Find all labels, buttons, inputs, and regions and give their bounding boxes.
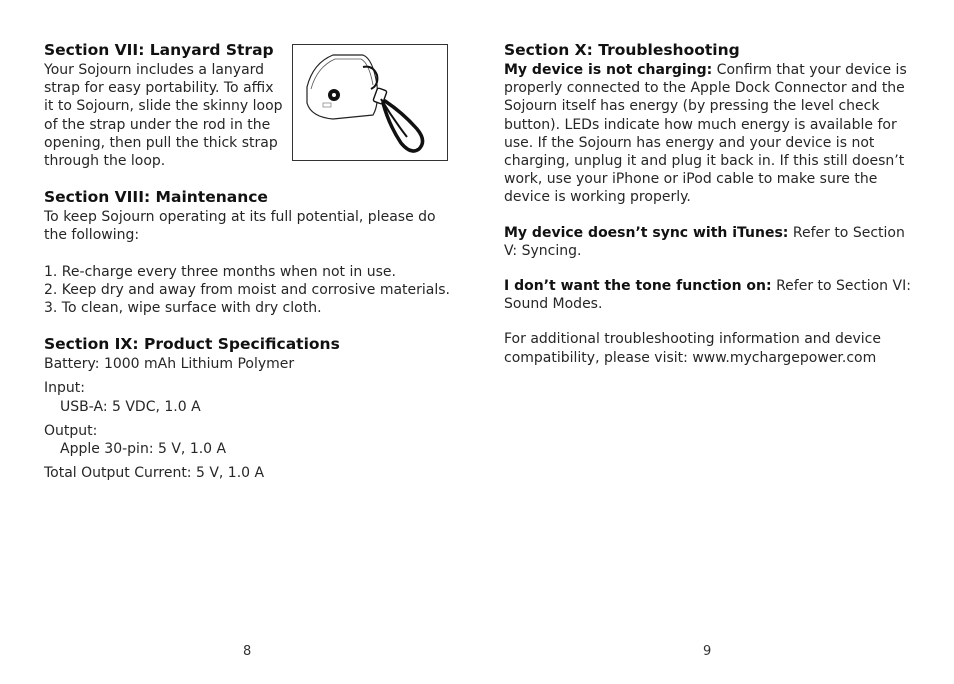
section-product-specifications	[44, 334, 454, 482]
section-heading: Section VII: Lanyard Strap	[44, 41, 274, 59]
left-page	[44, 40, 454, 499]
page-number-left: 8	[243, 644, 252, 659]
spec-input-value: USB-A: 5 VDC, 1.0 A	[60, 398, 201, 415]
section-maintenance	[44, 187, 454, 317]
question: My device doesn’t sync with iTunes:	[504, 224, 789, 241]
lanyard-illustration	[292, 44, 448, 161]
troubleshooting-item	[504, 224, 916, 260]
list-item: 1. Re-charge every three months when not in use.	[44, 263, 396, 280]
answer: Confirm that your device is properly connected to the Apple Dock Connector and the Sojourn itself has energy (by pressing the level check button). LEDs indicate how much energy is available for use. If the Sojourn has energy and your device is not charging, unplug it and plug it back in. If this still doesn’t work, use your iPhone or iPod cable to make sure the device is working properly.	[504, 62, 907, 206]
page-number-right: 9	[703, 644, 712, 659]
section-intro: To keep Sojourn operating at its full potential, please do the following:	[44, 209, 436, 244]
spec-battery: Battery: 1000 mAh Lithium Polymer	[44, 356, 295, 373]
list-item: 3. To clean, wipe surface with dry cloth.	[44, 300, 322, 317]
spec-total-output: Total Output Current: 5 V, 1.0 A	[44, 465, 265, 482]
section-body: Your Sojourn includes a lanyard strap for easy portability. To affix it to Sojourn, slide the skinny loop of the strap under the rod in the opening, then pull the thick strap through the loop.	[44, 62, 283, 170]
spec-output-value: Apple 30-pin: 5 V, 1.0 A	[60, 441, 227, 458]
question: I don’t want the tone function on:	[504, 278, 772, 295]
section-heading: Section X: Troubleshooting	[504, 41, 740, 59]
list-item: 2. Keep dry and away from moist and corrosive materials.	[44, 281, 451, 298]
footer-note: For additional troubleshooting information and device compatibility, please visit: www.mychargepower.com	[504, 331, 881, 366]
troubleshooting-item	[504, 277, 916, 313]
section-heading: Section VIII: Maintenance	[44, 188, 268, 207]
answer: Refer to Section VI: Sound Modes.	[504, 278, 911, 313]
right-page	[504, 40, 916, 367]
device-with-lanyard-icon	[293, 45, 447, 160]
maintenance-steps	[44, 263, 454, 318]
question: My device is not charging:	[504, 62, 713, 78]
troubleshooting-item	[504, 61, 916, 207]
section-heading: Section IX: Product Specifications	[44, 335, 340, 354]
spec-output-label: Output:	[44, 422, 98, 439]
spec-input-label: Input:	[44, 380, 85, 397]
section-lanyard-strap	[44, 40, 454, 170]
answer: Refer to Section V: Syncing.	[504, 224, 905, 259]
